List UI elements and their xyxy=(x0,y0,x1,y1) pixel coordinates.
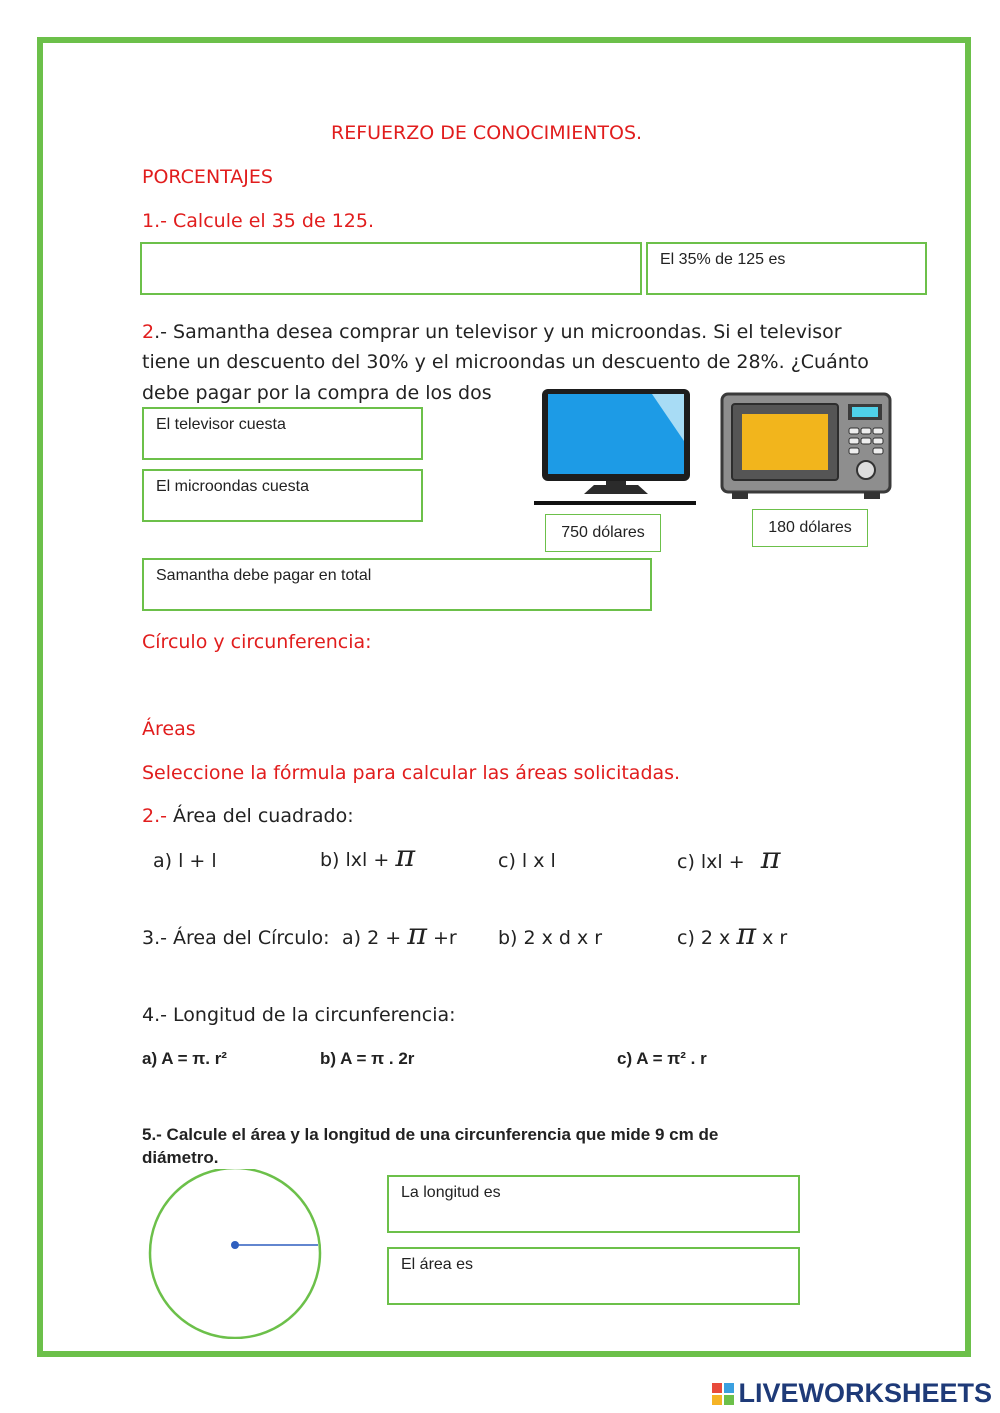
television-icon xyxy=(534,386,696,508)
circulo-option-c-pre: c) 2 x xyxy=(677,927,737,949)
q1-answer-label: El 35% de 125 es xyxy=(660,251,786,268)
question-cuadrado-text: Área del cuadrado: xyxy=(166,805,354,827)
section-porcentajes: PORCENTAJES xyxy=(142,166,273,188)
area-answer-input[interactable] xyxy=(387,1247,800,1305)
instruction-text: Seleccione la fórmula para calcular las áreas solicitadas. xyxy=(142,762,681,784)
section-areas: Áreas xyxy=(142,718,196,740)
cuadrado-option-b[interactable] xyxy=(320,839,416,874)
longitud-option-a[interactable]: a) A = π. r² xyxy=(142,1049,227,1068)
question-cuadrado-number: 2.- xyxy=(142,805,167,827)
area-answer-label: El área es xyxy=(401,1256,474,1273)
cuadrado-option-c[interactable]: c) l x l xyxy=(498,850,556,872)
worksheet-title: REFUERZO DE CONOCIMIENTOS. xyxy=(331,122,643,144)
microwave-cost-input[interactable] xyxy=(142,469,423,522)
circulo-option-c[interactable] xyxy=(677,917,788,952)
pi-symbol: π xyxy=(395,839,416,874)
tv-price: 750 dólares xyxy=(561,524,645,541)
cuadrado-option-a[interactable]: a) l + l xyxy=(153,850,217,872)
question-2-number: 2 xyxy=(142,321,155,343)
circle-diagram xyxy=(146,1169,326,1339)
cuadrado-option-b-text: b) lxl + xyxy=(320,849,396,871)
question-2-line1 xyxy=(142,321,842,343)
question-1-text: 1.- Calcule el 35 de 125. xyxy=(142,210,375,232)
circulo-option-a-pre: a) 2 + xyxy=(342,927,408,949)
cuadrado-option-d-text: c) lxl + xyxy=(677,851,751,873)
microwave-price-tag xyxy=(752,509,868,547)
question-5-line1: 5.- Calcule el área y la longitud de una circunferencia que mide 9 cm de xyxy=(142,1125,719,1144)
question-2-line1-text: .- Samantha desea comprar un televisor y un microondas. Si el televisor xyxy=(154,321,842,343)
q1-answer-label-box xyxy=(646,242,927,295)
longitud-answer-input[interactable] xyxy=(387,1175,800,1233)
longitud-option-c[interactable]: c) A = π² . r xyxy=(617,1049,707,1068)
microwave-cost-label: El microondas cuesta xyxy=(156,478,309,495)
liveworksheets-icon xyxy=(712,1383,734,1405)
circulo-option-a-post: +r xyxy=(426,927,457,949)
circulo-option-c-post: x r xyxy=(756,927,788,949)
circulo-option-a[interactable] xyxy=(342,917,457,952)
total-cost-label: Samantha debe pagar en total xyxy=(156,567,372,584)
tv-cost-label: El televisor cuesta xyxy=(156,416,286,433)
pi-symbol: π xyxy=(760,841,781,876)
liveworksheets-logo xyxy=(712,1378,992,1409)
tv-price-tag xyxy=(545,514,661,552)
question-2-line3: debe pagar por la compra de los dos xyxy=(142,382,492,404)
section-circulo: Círculo y circunferencia: xyxy=(142,631,372,653)
circulo-option-b[interactable]: b) 2 x d x r xyxy=(498,927,603,949)
microwave-icon xyxy=(720,392,892,502)
brand-text: LIVEWORKSHEETS xyxy=(738,1378,992,1408)
question-circulo: 3.- Área del Círculo: xyxy=(142,927,330,949)
microwave-price: 180 dólares xyxy=(768,519,852,536)
tv-cost-input[interactable] xyxy=(142,407,423,460)
longitud-answer-label: La longitud es xyxy=(401,1184,501,1201)
question-cuadrado xyxy=(142,805,354,827)
question-5-line2: diámetro. xyxy=(142,1148,219,1167)
longitud-option-b[interactable]: b) A = π . 2r xyxy=(320,1049,415,1068)
question-2-line2: tiene un descuento del 30% y el microondas un descuento de 28%. ¿Cuánto xyxy=(142,351,869,373)
question-longitud: 4.- Longitud de la circunferencia: xyxy=(142,1004,456,1026)
pi-symbol: π xyxy=(736,917,757,952)
q1-answer-input[interactable] xyxy=(140,242,642,295)
pi-symbol: π xyxy=(407,917,427,952)
total-cost-input[interactable] xyxy=(142,558,652,611)
circle-center-point xyxy=(231,1241,239,1249)
cuadrado-option-d[interactable] xyxy=(677,841,781,876)
circle-outline xyxy=(150,1169,320,1338)
